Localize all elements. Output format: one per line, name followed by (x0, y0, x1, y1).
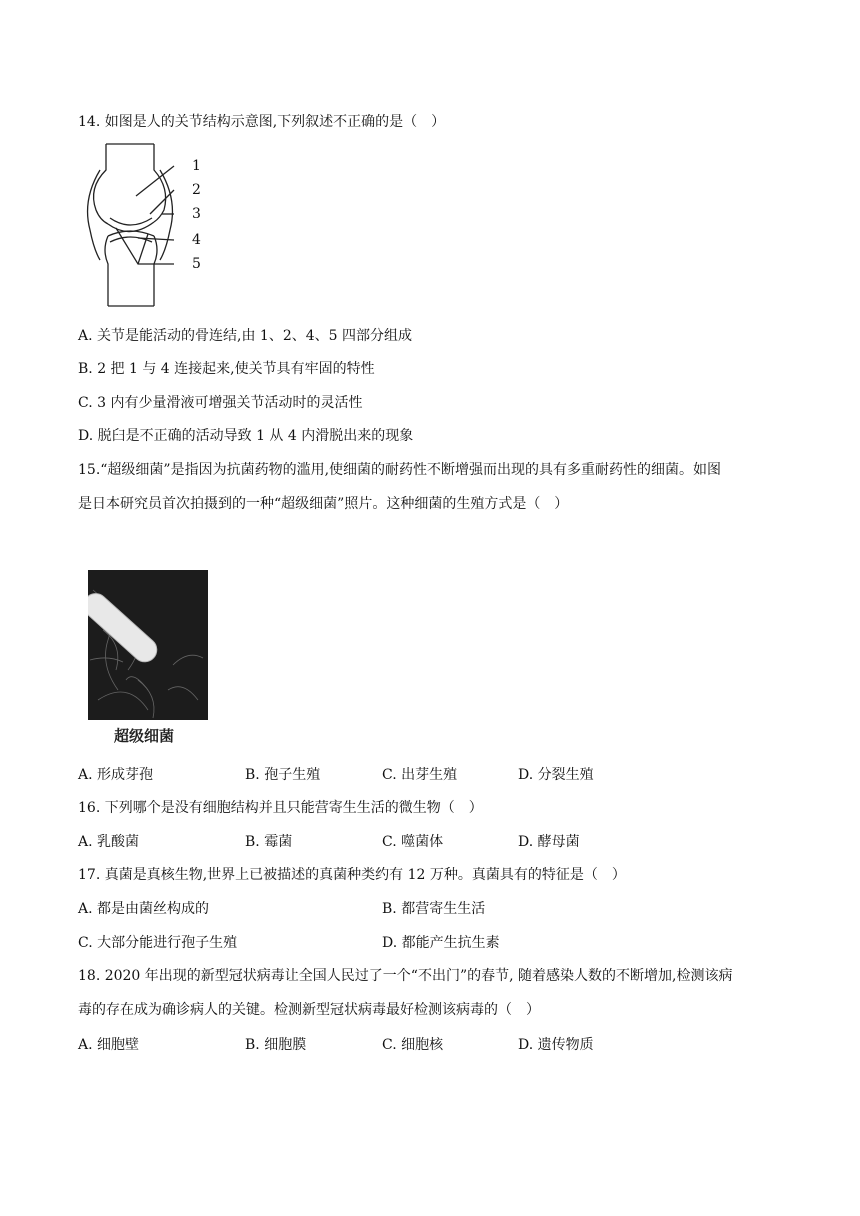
q16-option-a: A. 乳酸菌 (78, 834, 140, 850)
q18-option-c: C. 细胞核 (382, 1037, 444, 1053)
superbug-photo (86, 568, 210, 750)
joint-label-4: 4 (192, 232, 201, 248)
q15-option-a: A. 形成芽孢 (78, 767, 154, 783)
q17-option-d: D. 都能产生抗生素 (382, 935, 500, 951)
q14-option-b: B. 2 把 1 与 4 连接起来,使关节具有牢固的特性 (78, 361, 375, 377)
q17-option-a: A. 都是由菌丝构成的 (78, 901, 210, 917)
q15-stem-line2: 是日本研究员首次拍摄到的一种“超级细菌”照片。这种细菌的生殖方式是（ ） (78, 496, 569, 512)
q18-option-a: A. 细胞壁 (78, 1037, 140, 1053)
joint-diagram (78, 140, 218, 310)
q15-option-d: D. 分裂生殖 (518, 767, 594, 783)
q14-option-d: D. 脱臼是不正确的活动导致 1 从 4 内滑脱出来的现象 (78, 428, 414, 444)
q17-stem: 17. 真菌是真核生物,世界上已被描述的真菌种类约有 12 万种。真菌具有的特征是（ ） (78, 867, 626, 883)
joint-label-5: 5 (192, 256, 201, 272)
q18-option-d: D. 遗传物质 (518, 1037, 594, 1053)
q14-option-a: A. 关节是能活动的骨连结,由 1、2、4、5 四部分组成 (78, 328, 412, 344)
q16-option-c: C. 噬菌体 (382, 834, 444, 850)
q17-option-b: B. 都营寄生生活 (382, 901, 486, 917)
q16-option-d: D. 酵母菌 (518, 834, 580, 850)
joint-label-1: 1 (192, 158, 201, 174)
q14-stem: 14. 如图是人的关节结构示意图,下列叙述不正确的是（ ） (78, 114, 446, 130)
q18-stem-line1: 18. 2020 年出现的新型冠状病毒让全国人民过了一个“不出门”的春节, 随着感染人数的不断增加,检测该病 (78, 968, 733, 984)
q14-option-c: C. 3 内有少量滑液可增强关节活动时的灵活性 (78, 395, 363, 411)
q18-stem-line2: 毒的存在成为确诊病人的关键。检测新型冠状病毒最好检测该病毒的（ ） (78, 1002, 540, 1018)
q16-stem: 16. 下列哪个是没有细胞结构并且只能营寄生生活的微生物（ ） (78, 800, 483, 816)
photo-caption: 超级细菌 (114, 727, 175, 745)
joint-label-3: 3 (192, 206, 201, 222)
bacteria-micrograph (88, 570, 208, 720)
q15-option-c: C. 出芽生殖 (382, 767, 458, 783)
q16-option-b: B. 霉菌 (245, 834, 293, 850)
q17-option-c: C. 大部分能进行孢子生殖 (78, 935, 238, 951)
q15-option-b: B. 孢子生殖 (245, 767, 321, 783)
joint-label-2: 2 (192, 182, 201, 198)
q18-option-b: B. 细胞膜 (245, 1037, 307, 1053)
q15-stem-line1: 15.“超级细菌”是指因为抗菌药物的滥用,使细菌的耐药性不断增强而出现的具有多重耐药性的细菌。如图 (78, 462, 722, 478)
